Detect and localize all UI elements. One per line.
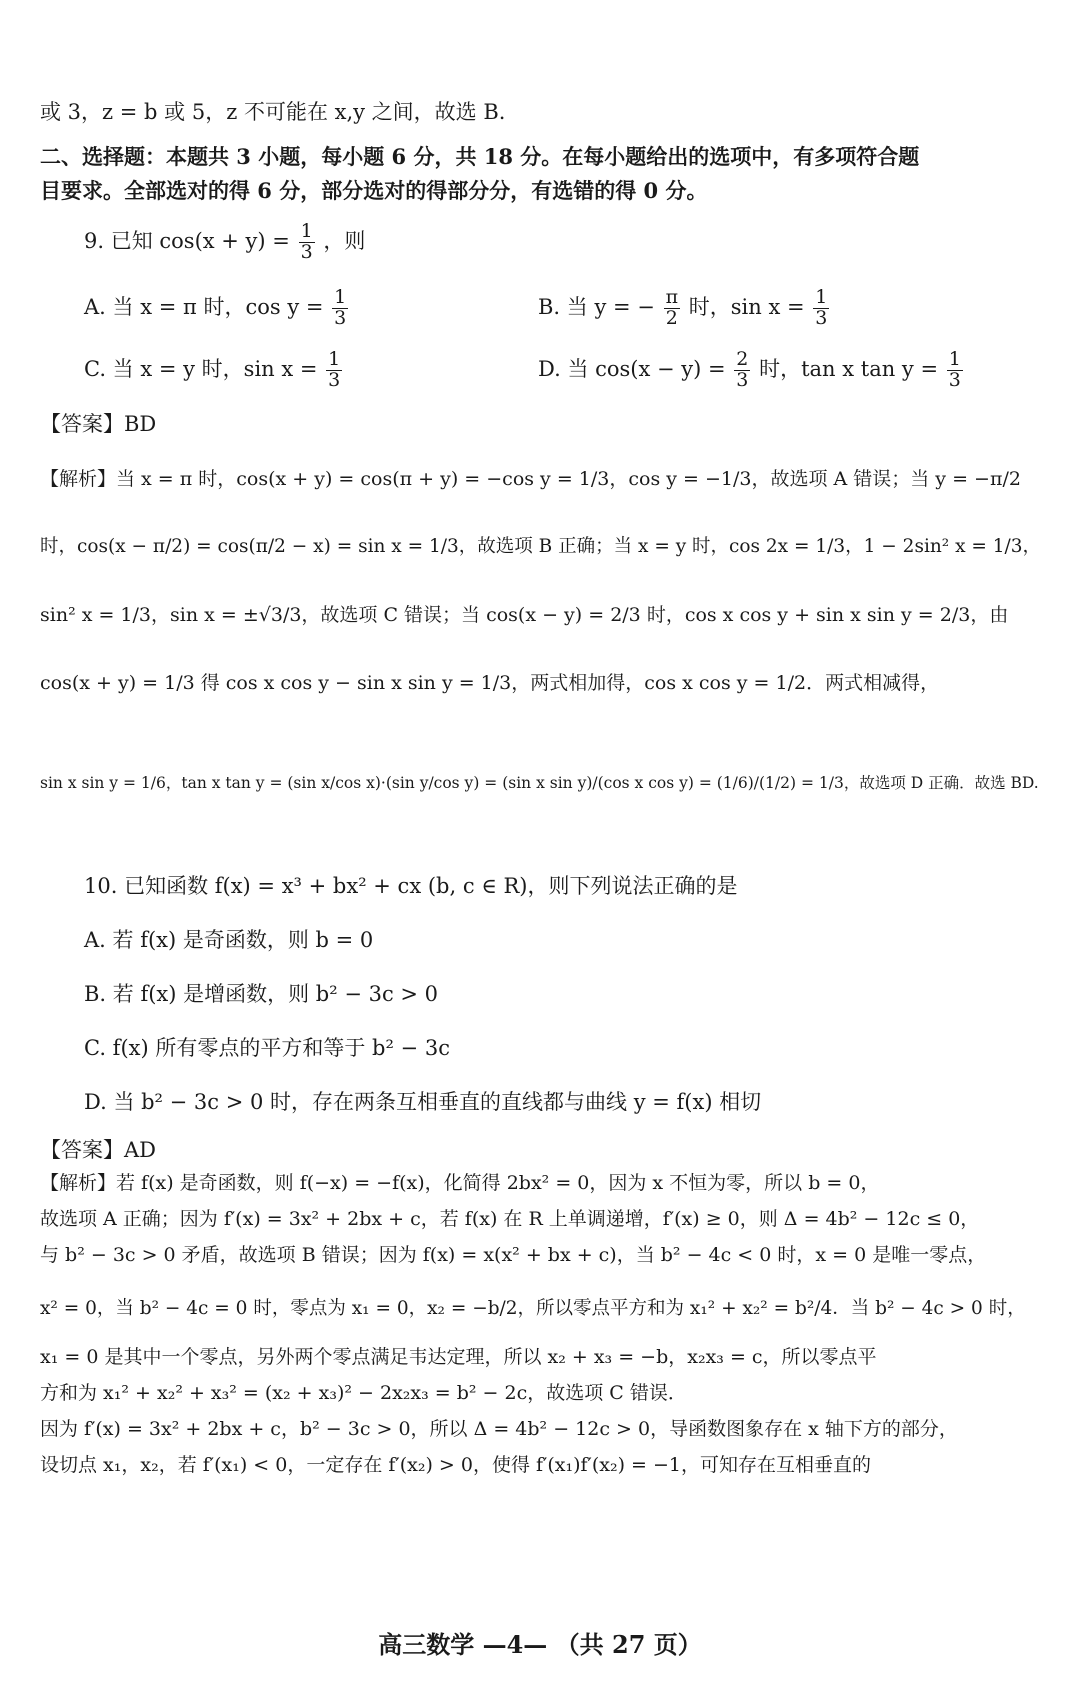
q9-solution-line-4: cos(x + y) = 1/3 得 cos x cos y − sin x sin y = 1/3，两式相加得，cos x cos y = 1/2．两式相减得， <box>40 672 940 694</box>
option-text: B. 当 y = − <box>538 294 655 319</box>
q10-solution-line-1: 【解析】若 f(x) 是奇函数，则 f(−x) = −f(x)，化简得 2bx² = 0，因为 x 不恒为零，所以 b = 0， <box>40 1172 880 1194</box>
q9-solution-line-2: 时，cos(x − π/2) = cos(π/2 − x) = sin x = 1/3，故选项 B 正确；当 x = y 时，cos 2x = 1/3，1 − 2sin² x = 1/3， <box>40 536 1042 557</box>
q10-answer: 【答案】AD <box>40 1138 157 1162</box>
q9-option-b <box>538 288 831 329</box>
q9-option-c <box>84 350 344 391</box>
fraction-numerator: 1 <box>300 220 313 242</box>
fraction-numerator: 1 <box>815 286 828 308</box>
fraction-numerator: 1 <box>328 348 341 370</box>
q9-answer: 【答案】BD <box>40 412 157 436</box>
q9-stem-tail: ，则 <box>323 228 366 253</box>
q10-solution-line-4: x² = 0，当 b² − 4c = 0 时，零点为 x₁ = 0，x₂ = −b/2，所以零点平方和为 x₁² + x₂² = b²/4．当 b² − 4c > 0 时， <box>40 1298 1026 1319</box>
q10-solution-line-5: x₁ = 0 是其中一个零点，另外两个零点满足韦达定理，所以 x₂ + x₃ = −b，x₂x₃ = c，所以零点平 <box>40 1346 877 1368</box>
q9-solution-line-5: sin x sin y = 1/6，tan x tan y = (sin x/cos x)·(sin y/cos y) = (sin x sin y)/(cos x cos y) = (1/6)/(1/2) = 1/3，故选项 D 正确．故选 BD. <box>40 774 1039 792</box>
option-fraction <box>947 350 963 391</box>
section-heading-line-2: 目要求。全部选对的得 6 分，部分选对的得部分分，有选错的得 0 分。 <box>40 178 708 203</box>
q9-option-a <box>84 288 350 329</box>
fraction-numerator: 1 <box>948 348 961 370</box>
option-text-mid: 时，tan x tan y = <box>759 356 939 381</box>
q10-solution-line-3: 与 b² − 3c > 0 矛盾，故选项 B 错误；因为 f(x) = x(x² + bx + c)，当 b² − 4c < 0 时，x = 0 是唯一零点， <box>40 1244 987 1266</box>
option-fraction <box>734 350 750 391</box>
q10-solution-line-2: 故选项 A 正确；因为 f′(x) = 3x² + 2bx + c，若 f(x) 在 R 上单调递增，f′(x) ≥ 0，则 Δ = 4b² − 12c ≤ 0， <box>40 1208 980 1230</box>
q10-stem: 10. 已知函数 f(x) = x³ + bx² + cx (b, c ∈ R)，则下列说法正确的是 <box>84 874 738 898</box>
q10-option-b: B. 若 f(x) 是增函数，则 b² − 3c > 0 <box>84 982 439 1006</box>
q10-option-a: A. 若 f(x) 是奇函数，则 b = 0 <box>84 928 374 952</box>
option-fraction <box>332 288 348 329</box>
q10-option-d: D. 当 b² − 3c > 0 时，存在两条互相垂直的直线都与曲线 y = f(x) 相切 <box>84 1090 762 1114</box>
q9-solution-line-3: sin² x = 1/3，sin x = ±√3/3，故选项 C 错误；当 cos(x − y) = 2/3 时，cos x cos y + sin x sin y = 2/3，由 <box>40 604 1009 626</box>
page-footer: 高三数学 —4— （共 27 页） <box>378 1630 702 1659</box>
fraction-numerator: 2 <box>736 348 749 370</box>
q9-stem-text: 9. 已知 cos(x + y) = <box>84 228 290 253</box>
fraction-denominator: 3 <box>815 306 828 329</box>
option-text: A. 当 x = π 时，cos y = <box>84 294 324 319</box>
q10-solution-line-8: 设切点 x₁，x₂，若 f′(x₁) < 0，一定存在 f′(x₂) > 0，使得 f′(x₁)f′(x₂) = −1，可知存在互相垂直的 <box>40 1454 872 1476</box>
option-text: D. 当 cos(x − y) = <box>538 356 726 381</box>
previous-solution-tail: 或 3，z = b 或 5，z 不可能在 x,y 之间，故选 B. <box>40 100 506 124</box>
q10-solution-line-6: 方和为 x₁² + x₂² + x₃² = (x₂ + x₃)² − 2x₂x₃ = b² − 2c，故选项 C 错误． <box>40 1382 687 1404</box>
option-fraction <box>664 288 681 329</box>
fraction-numerator: π <box>665 286 679 308</box>
fraction-denominator: 2 <box>665 306 678 329</box>
q9-solution-line-1: 【解析】当 x = π 时，cos(x + y) = cos(π + y) = −cos y = 1/3，cos y = −1/3，故选项 A 错误；当 y = −π/2 <box>40 468 1021 490</box>
q9-option-d <box>538 350 965 391</box>
fraction-denominator: 3 <box>334 306 347 329</box>
section-heading-line-1: 二、选择题：本题共 3 小题，每小题 6 分，共 18 分。在每小题给出的选项中，有多项符合题 <box>40 144 920 169</box>
option-fraction <box>326 350 342 391</box>
fraction-denominator: 3 <box>300 240 313 263</box>
fraction-denominator: 3 <box>948 368 961 391</box>
q9-stem <box>84 222 365 263</box>
fraction-denominator: 3 <box>328 368 341 391</box>
fraction-numerator: 1 <box>334 286 347 308</box>
option-fraction <box>813 288 829 329</box>
q10-solution-line-7: 因为 f′(x) = 3x² + 2bx + c，b² − 3c > 0，所以 Δ = 4b² − 12c > 0，导函数图象存在 x 轴下方的部分， <box>40 1418 958 1440</box>
option-text: C. 当 x = y 时，sin x = <box>84 356 318 381</box>
q10-option-c: C. f(x) 所有零点的平方和等于 b² − 3c <box>84 1036 450 1060</box>
q9-stem-fraction <box>299 222 315 263</box>
fraction-denominator: 3 <box>736 368 749 391</box>
option-text-mid: 时，sin x = <box>688 294 805 319</box>
